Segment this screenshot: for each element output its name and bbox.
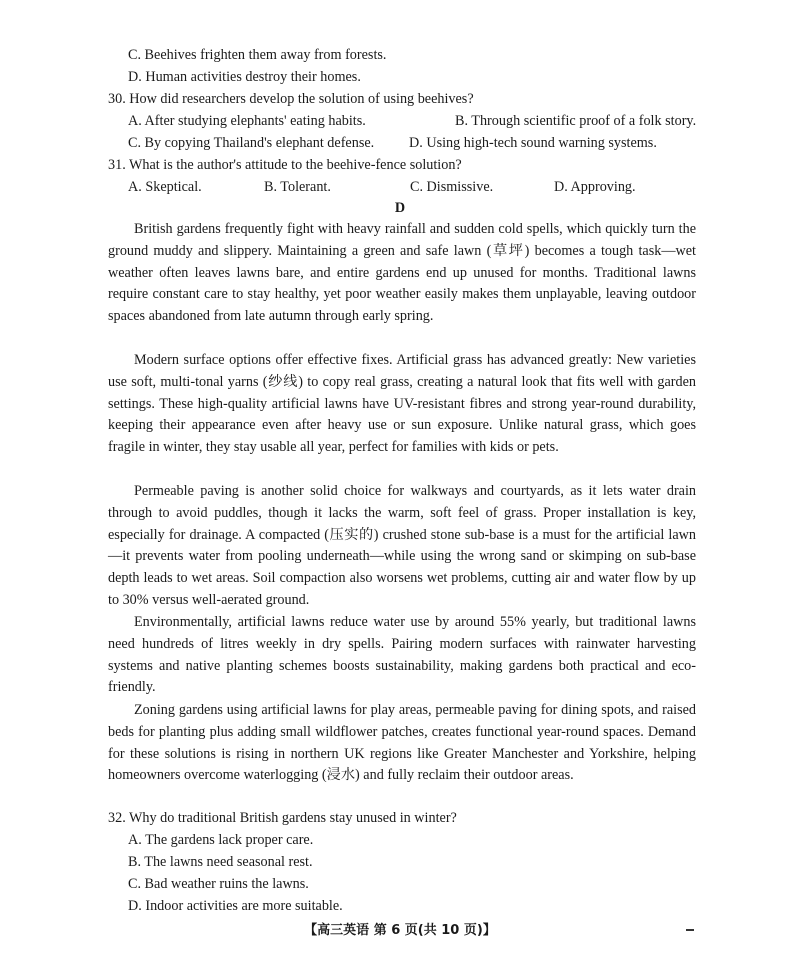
passage-paragraph-1: British gardens frequently fight with heavy rainfall and sudden cold spells, which quickly turn the ground muddy and slippery. Maintaining a green and safe lawn (草坪) becomes a tough task—wet weather often leaves lawns bare, and entire gardens end up unused for months. Traditional lawns require constant care to stay healthy, yet poor weather easily makes them unplayable, leaving outdoor spaces abandoned from late autumn through early spring. — [108, 221, 696, 325]
q32-option-b: B. The lawns need seasonal rest. — [128, 854, 313, 870]
passage-paragraph-3: Permeable paving is another solid choice for walkways and courtyards, as it lets water drain through to avoid puddles, though it lacks the warm, soft feel of grass. Proper installation is key, especially for drainage. A compacted (压实的) crushed stone sub-base is a must for the artificial lawn—it prevents water from pooling underneath—while using the wrong sand or skimping on sub-base depth leads to wet areas. Soil compaction also worsens wet problems, cutting air and water flow by up to 30% versus well-aerated ground. — [108, 483, 696, 608]
q32-option-d: D. Indoor activities are more suitable. — [128, 898, 343, 914]
q31-option-c: C. Dismissive. — [410, 179, 494, 195]
q29-option-c: C. Beehives frighten them away from forests. — [128, 47, 387, 63]
q30-option-d: D. Using high-tech sound warning systems. — [409, 135, 657, 151]
corner-mark — [686, 929, 694, 931]
q30-option-b: B. Through scientific proof of a folk story. — [455, 113, 697, 129]
q29-option-d: D. Human activities destroy their homes. — [128, 69, 361, 85]
q30-option-c: C. By copying Thailand's elephant defense. — [128, 135, 375, 151]
passage-paragraph-4: Environmentally, artificial lawns reduce water use by around 55% yearly, but traditional lawns need hundreds of litres weekly in dry spells. Pairing modern surfaces with rainwater harvesting systems and native planting schemes boosts sustainability, making gardens both practical and eco-friendly. — [108, 614, 696, 696]
page-footer: 【高三英语 第 6 页(共 10 页)】 — [304, 923, 496, 938]
q32-stem: 32. Why do traditional British gardens stay unused in winter? — [108, 810, 457, 826]
q31-option-a: A. Skeptical. — [128, 179, 202, 195]
q30-option-a: A. After studying elephants' eating habits. — [128, 113, 366, 129]
section-heading: D — [394, 200, 406, 216]
q31-option-d: D. Approving. — [554, 179, 636, 195]
q32-option-c: C. Bad weather ruins the lawns. — [128, 876, 309, 892]
passage-paragraph-2: Modern surface options offer effective fixes. Artificial grass has advanced greatly: New varieties use soft, multi-tonal yarns (纱线) to copy real grass, creating a natural look that fits well with garden settings. These high-quality artificial lawns have UV-resistant fibres and strong year-round durability, keeping their appearance even after heavy use or sun exposure. Unlike natural grass, which goes fragile in winter, they stay usable all year, perfect for families with kids or pets. — [108, 352, 696, 456]
q31-stem: 31. What is the author's attitude to the beehive-fence solution? — [108, 157, 462, 173]
q30-stem: 30. How did researchers develop the solution of using beehives? — [108, 91, 474, 107]
passage-paragraph-5: Zoning gardens using artificial lawns for play areas, permeable paving for dining spots, and raised beds for planting plus adding small wildflower patches, creates functional year-round spaces. Demand for these solutions is rising in northern UK regions like Greater Manchester and Yorkshire, helping homeowners overcome waterlogging (浸水) and fully reclaim their outdoor areas. — [108, 702, 696, 784]
q32-option-a: A. The gardens lack proper care. — [128, 832, 314, 848]
q31-option-b: B. Tolerant. — [264, 179, 331, 195]
